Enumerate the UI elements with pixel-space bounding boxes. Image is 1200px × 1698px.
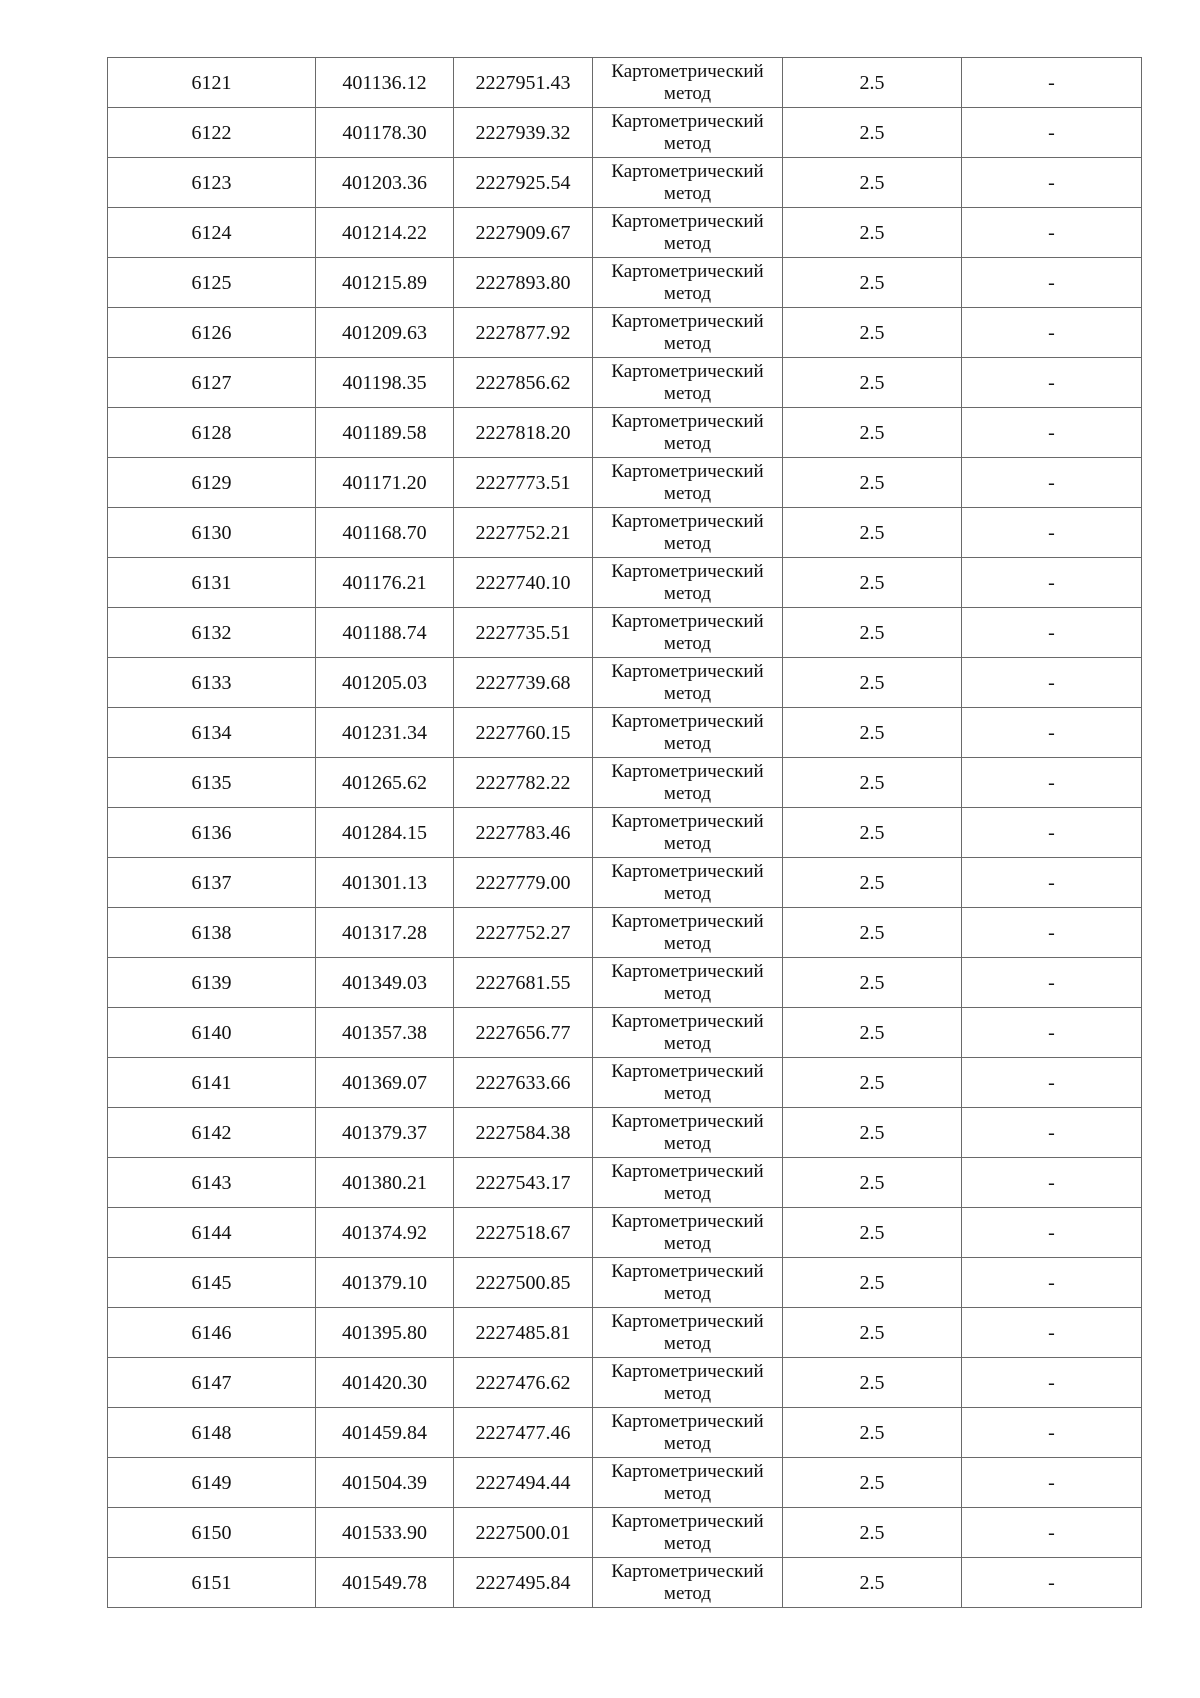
accuracy-cell: 2.5 xyxy=(783,108,962,158)
method-label-line1: Картометрический xyxy=(611,1560,764,1582)
point-number-cell: 6138 xyxy=(108,908,316,958)
method-cell xyxy=(593,1458,783,1508)
method-label-line2: метод xyxy=(663,632,712,654)
table-row xyxy=(108,158,1142,208)
method-label-line2: метод xyxy=(663,432,712,454)
accuracy-cell: 2.5 xyxy=(783,1308,962,1358)
method-label-line2: метод xyxy=(663,932,712,954)
y-coordinate-cell: 2227735.51 xyxy=(454,608,593,658)
y-coordinate-cell: 2227818.20 xyxy=(454,408,593,458)
y-coordinate-cell: 2227779.00 xyxy=(454,858,593,908)
accuracy-cell: 2.5 xyxy=(783,258,962,308)
table-row xyxy=(108,1458,1142,1508)
x-coordinate-cell: 401549.78 xyxy=(316,1558,454,1608)
method-label-line1: Картометрический xyxy=(611,660,764,682)
table-row xyxy=(108,1058,1142,1108)
table-row xyxy=(108,458,1142,508)
point-number-cell: 6124 xyxy=(108,208,316,258)
x-coordinate-cell: 401533.90 xyxy=(316,1508,454,1558)
method-cell xyxy=(593,1508,783,1558)
method-label-line2: метод xyxy=(663,1382,712,1404)
method-label-line2: метод xyxy=(663,882,712,904)
x-coordinate-cell: 401203.36 xyxy=(316,158,454,208)
note-cell: - xyxy=(962,758,1142,808)
note-cell: - xyxy=(962,958,1142,1008)
x-coordinate-cell: 401369.07 xyxy=(316,1058,454,1108)
note-cell: - xyxy=(962,1408,1142,1458)
method-cell xyxy=(593,858,783,908)
y-coordinate-cell: 2227500.01 xyxy=(454,1508,593,1558)
x-coordinate-cell: 401171.20 xyxy=(316,458,454,508)
method-cell xyxy=(593,1358,783,1408)
method-cell xyxy=(593,908,783,958)
note-cell: - xyxy=(962,258,1142,308)
table-row xyxy=(108,1308,1142,1358)
x-coordinate-cell: 401214.22 xyxy=(316,208,454,258)
method-cell xyxy=(593,308,783,358)
method-label-line2: метод xyxy=(663,1582,712,1604)
point-number-cell: 6145 xyxy=(108,1258,316,1308)
method-label-line2: метод xyxy=(663,1232,712,1254)
method-label-line2: метод xyxy=(663,832,712,854)
point-number-cell: 6127 xyxy=(108,358,316,408)
y-coordinate-cell: 2227740.10 xyxy=(454,558,593,608)
accuracy-cell: 2.5 xyxy=(783,608,962,658)
method-label-line2: метод xyxy=(663,1182,712,1204)
accuracy-cell: 2.5 xyxy=(783,1558,962,1608)
method-label-line2: метод xyxy=(663,782,712,804)
accuracy-cell: 2.5 xyxy=(783,1458,962,1508)
method-cell xyxy=(593,1408,783,1458)
method-label-line2: метод xyxy=(663,1032,712,1054)
method-cell xyxy=(593,158,783,208)
table-row xyxy=(108,808,1142,858)
table-row xyxy=(108,1008,1142,1058)
method-label-line1: Картометрический xyxy=(611,1410,764,1432)
x-coordinate-cell: 401209.63 xyxy=(316,308,454,358)
method-cell xyxy=(593,658,783,708)
method-label-line2: метод xyxy=(663,1482,712,1504)
table-row xyxy=(108,858,1142,908)
method-label-line2: метод xyxy=(663,482,712,504)
accuracy-cell: 2.5 xyxy=(783,1258,962,1308)
method-cell xyxy=(593,58,783,108)
x-coordinate-cell: 401395.80 xyxy=(316,1308,454,1358)
x-coordinate-cell: 401176.21 xyxy=(316,558,454,608)
method-label-line1: Картометрический xyxy=(611,1510,764,1532)
note-cell: - xyxy=(962,558,1142,608)
accuracy-cell: 2.5 xyxy=(783,1008,962,1058)
method-cell xyxy=(593,408,783,458)
table-row xyxy=(108,208,1142,258)
point-number-cell: 6144 xyxy=(108,1208,316,1258)
accuracy-cell: 2.5 xyxy=(783,658,962,708)
method-label-line2: метод xyxy=(663,1532,712,1554)
y-coordinate-cell: 2227752.21 xyxy=(454,508,593,558)
y-coordinate-cell: 2227760.15 xyxy=(454,708,593,758)
method-cell xyxy=(593,1208,783,1258)
note-cell: - xyxy=(962,658,1142,708)
note-cell: - xyxy=(962,358,1142,408)
method-label-line2: метод xyxy=(663,132,712,154)
table-row xyxy=(108,758,1142,808)
accuracy-cell: 2.5 xyxy=(783,458,962,508)
y-coordinate-cell: 2227783.46 xyxy=(454,808,593,858)
x-coordinate-cell: 401198.35 xyxy=(316,358,454,408)
method-label-line1: Картометрический xyxy=(611,360,764,382)
table-row xyxy=(108,508,1142,558)
table-row xyxy=(108,1108,1142,1158)
x-coordinate-cell: 401349.03 xyxy=(316,958,454,1008)
x-coordinate-cell: 401189.58 xyxy=(316,408,454,458)
method-cell xyxy=(593,1058,783,1108)
point-number-cell: 6133 xyxy=(108,658,316,708)
accuracy-cell: 2.5 xyxy=(783,308,962,358)
point-number-cell: 6143 xyxy=(108,1158,316,1208)
x-coordinate-cell: 401374.92 xyxy=(316,1208,454,1258)
point-number-cell: 6122 xyxy=(108,108,316,158)
coordinates-table-body xyxy=(108,58,1142,1608)
y-coordinate-cell: 2227656.77 xyxy=(454,1008,593,1058)
method-cell xyxy=(593,1258,783,1308)
method-label-line1: Картометрический xyxy=(611,1260,764,1282)
method-label-line1: Картометрический xyxy=(611,60,764,82)
accuracy-cell: 2.5 xyxy=(783,1208,962,1258)
point-number-cell: 6121 xyxy=(108,58,316,108)
method-cell xyxy=(593,1558,783,1608)
table-row xyxy=(108,408,1142,458)
method-cell xyxy=(593,708,783,758)
y-coordinate-cell: 2227782.22 xyxy=(454,758,593,808)
point-number-cell: 6136 xyxy=(108,808,316,858)
accuracy-cell: 2.5 xyxy=(783,558,962,608)
table-row xyxy=(108,1508,1142,1558)
y-coordinate-cell: 2227633.66 xyxy=(454,1058,593,1108)
x-coordinate-cell: 401188.74 xyxy=(316,608,454,658)
method-label-line1: Картометрический xyxy=(611,610,764,632)
accuracy-cell: 2.5 xyxy=(783,758,962,808)
accuracy-cell: 2.5 xyxy=(783,1408,962,1458)
note-cell: - xyxy=(962,1208,1142,1258)
method-label-line1: Картометрический xyxy=(611,1310,764,1332)
y-coordinate-cell: 2227909.67 xyxy=(454,208,593,258)
x-coordinate-cell: 401205.03 xyxy=(316,658,454,708)
point-number-cell: 6150 xyxy=(108,1508,316,1558)
method-label-line1: Картометрический xyxy=(611,1160,764,1182)
note-cell: - xyxy=(962,808,1142,858)
method-cell xyxy=(593,558,783,608)
method-label-line1: Картометрический xyxy=(611,710,764,732)
table-row xyxy=(108,908,1142,958)
method-label-line2: метод xyxy=(663,682,712,704)
point-number-cell: 6125 xyxy=(108,258,316,308)
y-coordinate-cell: 2227939.32 xyxy=(454,108,593,158)
note-cell: - xyxy=(962,1108,1142,1158)
y-coordinate-cell: 2227739.68 xyxy=(454,658,593,708)
accuracy-cell: 2.5 xyxy=(783,808,962,858)
accuracy-cell: 2.5 xyxy=(783,158,962,208)
note-cell: - xyxy=(962,1258,1142,1308)
method-label-line2: метод xyxy=(663,182,712,204)
accuracy-cell: 2.5 xyxy=(783,358,962,408)
y-coordinate-cell: 2227893.80 xyxy=(454,258,593,308)
method-label-line1: Картометрический xyxy=(611,210,764,232)
note-cell: - xyxy=(962,858,1142,908)
point-number-cell: 6146 xyxy=(108,1308,316,1358)
note-cell: - xyxy=(962,608,1142,658)
method-label-line1: Картометрический xyxy=(611,1360,764,1382)
point-number-cell: 6126 xyxy=(108,308,316,358)
table-row xyxy=(108,1258,1142,1308)
method-label-line1: Картометрический xyxy=(611,560,764,582)
table-row xyxy=(108,108,1142,158)
method-cell xyxy=(593,958,783,1008)
x-coordinate-cell: 401168.70 xyxy=(316,508,454,558)
method-label-line1: Картометрический xyxy=(611,410,764,432)
note-cell: - xyxy=(962,1058,1142,1108)
accuracy-cell: 2.5 xyxy=(783,1508,962,1558)
note-cell: - xyxy=(962,308,1142,358)
note-cell: - xyxy=(962,908,1142,958)
point-number-cell: 6128 xyxy=(108,408,316,458)
x-coordinate-cell: 401379.37 xyxy=(316,1108,454,1158)
table-row xyxy=(108,658,1142,708)
method-cell xyxy=(593,1108,783,1158)
accuracy-cell: 2.5 xyxy=(783,208,962,258)
point-number-cell: 6135 xyxy=(108,758,316,808)
y-coordinate-cell: 2227495.84 xyxy=(454,1558,593,1608)
table-row xyxy=(108,58,1142,108)
point-number-cell: 6140 xyxy=(108,1008,316,1058)
method-cell xyxy=(593,1308,783,1358)
method-label-line1: Картометрический xyxy=(611,510,764,532)
method-cell xyxy=(593,1158,783,1208)
note-cell: - xyxy=(962,158,1142,208)
table-row xyxy=(108,308,1142,358)
method-label-line1: Картометрический xyxy=(611,760,764,782)
accuracy-cell: 2.5 xyxy=(783,1058,962,1108)
accuracy-cell: 2.5 xyxy=(783,1108,962,1158)
y-coordinate-cell: 2227951.43 xyxy=(454,58,593,108)
accuracy-cell: 2.5 xyxy=(783,408,962,458)
x-coordinate-cell: 401136.12 xyxy=(316,58,454,108)
x-coordinate-cell: 401357.38 xyxy=(316,1008,454,1058)
method-label-line1: Картометрический xyxy=(611,860,764,882)
point-number-cell: 6134 xyxy=(108,708,316,758)
x-coordinate-cell: 401317.28 xyxy=(316,908,454,958)
x-coordinate-cell: 401301.13 xyxy=(316,858,454,908)
method-label-line1: Картометрический xyxy=(611,110,764,132)
point-number-cell: 6130 xyxy=(108,508,316,558)
note-cell: - xyxy=(962,1558,1142,1608)
y-coordinate-cell: 2227856.62 xyxy=(454,358,593,408)
point-number-cell: 6139 xyxy=(108,958,316,1008)
table-row xyxy=(108,1158,1142,1208)
y-coordinate-cell: 2227485.81 xyxy=(454,1308,593,1358)
accuracy-cell: 2.5 xyxy=(783,1158,962,1208)
method-label-line2: метод xyxy=(663,282,712,304)
table-row xyxy=(108,608,1142,658)
point-number-cell: 6141 xyxy=(108,1058,316,1108)
note-cell: - xyxy=(962,58,1142,108)
table-row xyxy=(108,1208,1142,1258)
method-cell xyxy=(593,808,783,858)
point-number-cell: 6131 xyxy=(108,558,316,608)
x-coordinate-cell: 401459.84 xyxy=(316,1408,454,1458)
y-coordinate-cell: 2227477.46 xyxy=(454,1408,593,1458)
accuracy-cell: 2.5 xyxy=(783,508,962,558)
point-number-cell: 6151 xyxy=(108,1558,316,1608)
method-label-line1: Картометрический xyxy=(611,810,764,832)
method-label-line2: метод xyxy=(663,82,712,104)
method-label-line2: метод xyxy=(663,382,712,404)
table-row xyxy=(108,708,1142,758)
note-cell: - xyxy=(962,508,1142,558)
method-label-line1: Картометрический xyxy=(611,260,764,282)
method-cell xyxy=(593,208,783,258)
table-row xyxy=(108,1358,1142,1408)
method-label-line1: Картометрический xyxy=(611,1460,764,1482)
method-label-line2: метод xyxy=(663,332,712,354)
method-label-line1: Картометрический xyxy=(611,310,764,332)
method-label-line1: Картометрический xyxy=(611,460,764,482)
point-number-cell: 6147 xyxy=(108,1358,316,1408)
method-cell xyxy=(593,758,783,808)
y-coordinate-cell: 2227752.27 xyxy=(454,908,593,958)
y-coordinate-cell: 2227773.51 xyxy=(454,458,593,508)
x-coordinate-cell: 401380.21 xyxy=(316,1158,454,1208)
accuracy-cell: 2.5 xyxy=(783,708,962,758)
method-cell xyxy=(593,258,783,308)
point-number-cell: 6149 xyxy=(108,1458,316,1508)
x-coordinate-cell: 401379.10 xyxy=(316,1258,454,1308)
method-label-line2: метод xyxy=(663,982,712,1004)
x-coordinate-cell: 401178.30 xyxy=(316,108,454,158)
y-coordinate-cell: 2227494.44 xyxy=(454,1458,593,1508)
x-coordinate-cell: 401265.62 xyxy=(316,758,454,808)
method-label-line2: метод xyxy=(663,732,712,754)
y-coordinate-cell: 2227584.38 xyxy=(454,1108,593,1158)
method-cell xyxy=(593,608,783,658)
method-cell xyxy=(593,458,783,508)
note-cell: - xyxy=(962,408,1142,458)
note-cell: - xyxy=(962,208,1142,258)
note-cell: - xyxy=(962,1008,1142,1058)
coordinates-table xyxy=(107,57,1142,1608)
method-label-line1: Картометрический xyxy=(611,1210,764,1232)
note-cell: - xyxy=(962,1508,1142,1558)
table-row xyxy=(108,958,1142,1008)
table-row xyxy=(108,358,1142,408)
y-coordinate-cell: 2227681.55 xyxy=(454,958,593,1008)
x-coordinate-cell: 401231.34 xyxy=(316,708,454,758)
method-cell xyxy=(593,508,783,558)
method-label-line2: метод xyxy=(663,1132,712,1154)
method-label-line2: метод xyxy=(663,1432,712,1454)
accuracy-cell: 2.5 xyxy=(783,58,962,108)
method-label-line1: Картометрический xyxy=(611,910,764,932)
note-cell: - xyxy=(962,708,1142,758)
method-label-line2: метод xyxy=(663,1332,712,1354)
y-coordinate-cell: 2227877.92 xyxy=(454,308,593,358)
note-cell: - xyxy=(962,1158,1142,1208)
method-label-line1: Картометрический xyxy=(611,1010,764,1032)
y-coordinate-cell: 2227925.54 xyxy=(454,158,593,208)
accuracy-cell: 2.5 xyxy=(783,908,962,958)
accuracy-cell: 2.5 xyxy=(783,1358,962,1408)
method-label-line2: метод xyxy=(663,232,712,254)
accuracy-cell: 2.5 xyxy=(783,858,962,908)
y-coordinate-cell: 2227500.85 xyxy=(454,1258,593,1308)
note-cell: - xyxy=(962,1308,1142,1358)
point-number-cell: 6137 xyxy=(108,858,316,908)
method-label-line2: метод xyxy=(663,582,712,604)
table-row xyxy=(108,1558,1142,1608)
table-row xyxy=(108,1408,1142,1458)
note-cell: - xyxy=(962,1358,1142,1408)
method-label-line2: метод xyxy=(663,1282,712,1304)
note-cell: - xyxy=(962,458,1142,508)
method-label-line1: Картометрический xyxy=(611,1110,764,1132)
point-number-cell: 6148 xyxy=(108,1408,316,1458)
note-cell: - xyxy=(962,108,1142,158)
method-label-line2: метод xyxy=(663,532,712,554)
accuracy-cell: 2.5 xyxy=(783,958,962,1008)
method-label-line2: метод xyxy=(663,1082,712,1104)
y-coordinate-cell: 2227476.62 xyxy=(454,1358,593,1408)
method-cell xyxy=(593,1008,783,1058)
method-label-line1: Картометрический xyxy=(611,960,764,982)
x-coordinate-cell: 401420.30 xyxy=(316,1358,454,1408)
y-coordinate-cell: 2227518.67 xyxy=(454,1208,593,1258)
method-cell xyxy=(593,108,783,158)
x-coordinate-cell: 401215.89 xyxy=(316,258,454,308)
x-coordinate-cell: 401504.39 xyxy=(316,1458,454,1508)
point-number-cell: 6132 xyxy=(108,608,316,658)
table-row xyxy=(108,558,1142,608)
point-number-cell: 6129 xyxy=(108,458,316,508)
method-label-line1: Картометрический xyxy=(611,160,764,182)
x-coordinate-cell: 401284.15 xyxy=(316,808,454,858)
note-cell: - xyxy=(962,1458,1142,1508)
method-cell xyxy=(593,358,783,408)
table-row xyxy=(108,258,1142,308)
point-number-cell: 6142 xyxy=(108,1108,316,1158)
y-coordinate-cell: 2227543.17 xyxy=(454,1158,593,1208)
method-label-line1: Картометрический xyxy=(611,1060,764,1082)
point-number-cell: 6123 xyxy=(108,158,316,208)
